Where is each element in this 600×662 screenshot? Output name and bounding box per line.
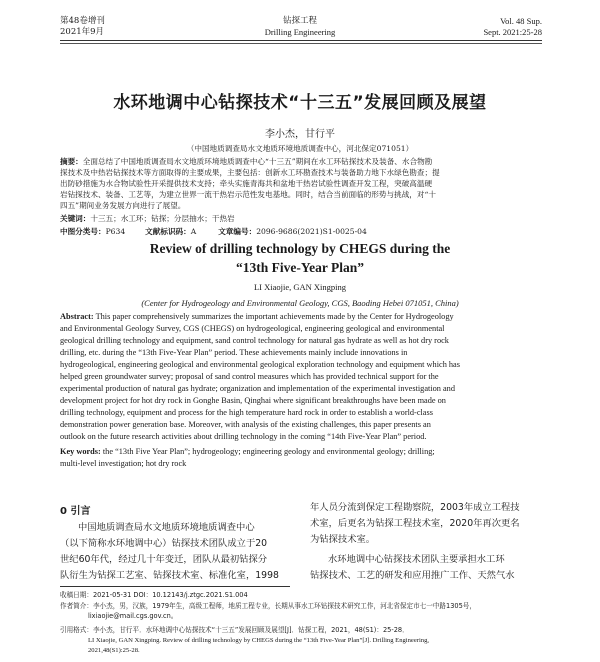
abstract-en-line-8: development project for hot dry rock in Gonghe Basin, Qinghai where significant breakthroughs have been made on bbox=[60, 396, 446, 405]
header-journal-cn: 钻探工程 bbox=[282, 16, 317, 26]
body-left-line-1: 中国地质调查局水文地质环境地质调查中心 bbox=[78, 522, 255, 533]
abstract-en-line-5: hydrogeological, engineering geological and environmental geological exploration technology and equipment which has bbox=[60, 360, 460, 369]
keywords-en-line-1: Key words: the “13th Five Year Plan”; hydrogeology; engineering geology and environmental geology; drilling; bbox=[60, 447, 435, 456]
footnote-author-info-2: lixiaojie@mail.cgs.gov.cn。 bbox=[88, 612, 178, 620]
body-right-line-3: 为钻探技术室。 bbox=[310, 534, 376, 545]
authors-cn: 李小杰，甘行平 bbox=[265, 129, 335, 140]
header-date-pages-en: Sept. 2021:25-28 bbox=[483, 27, 542, 37]
classification-cn: 中图分类号：P634 文献标识码：A 文章编号：2096-9686(2021)S1-0025-04 bbox=[60, 227, 367, 236]
header-rule-thin bbox=[60, 43, 542, 44]
footnote-received: 收稿日期：2021-05-31 DOI：10.12143/j.ztgc.2021.S1.004 bbox=[60, 591, 248, 599]
abstract-en-line-10: demonstration power generation base. Moreover, with analysis of the existing challenges, this paper presents an bbox=[60, 420, 431, 429]
affiliation-cn: （中国地质调查局水文地质环境地质调查中心，河北保定071051） bbox=[186, 144, 414, 153]
title-en-line-1: Review of drilling technology by CHEGS during the bbox=[149, 241, 451, 256]
abstract-en-label: Abstract: bbox=[60, 312, 94, 321]
abstract-en-line-2: and Environmental Geology Survey, CGS (CHEGS) on hydrogeological, engineering geological and environmental bbox=[60, 324, 445, 333]
abstract-cn-label: 摘要： bbox=[60, 157, 83, 166]
body-left-line-4: 队衍生为钻探工艺室、钻探技术室、标准化室，1998 bbox=[60, 570, 279, 581]
title-en-line-2: “13th Five-Year Plan” bbox=[236, 260, 364, 275]
footnote-author-info-1: 作者简介：李小杰，男，汉族，1979年生，高级工程师，地质工程专业，长期从事水工环钻探技术研究工作，河北省保定市七一中路1305号， bbox=[60, 602, 476, 610]
body-right-line-1: 年人员分流到保定工程勘察院，2003年成立工程技 bbox=[310, 502, 520, 513]
abstract-en-line-9: drilling technology, equipment and process for the high temperature hard rock in order to establish a world-class bbox=[60, 408, 433, 417]
keywords-cn-label: 关键词： bbox=[60, 214, 91, 223]
header-volume-cn: 第48卷增刊 bbox=[60, 16, 105, 26]
keywords-en-label: Key words: bbox=[60, 447, 101, 456]
body-right-line-2: 术室，后更名为钻探工程技术室，2020年再次更名 bbox=[310, 518, 520, 529]
footnote-citation-cn: 引用格式：李小杰，甘行平．水环地调中心钻探技术“十三五”发展回顾及展望[J]．钻探工程，2021，48(S1)：25-28． bbox=[60, 626, 409, 634]
abstract-en-line-6: helped green groundwater survey; proposal of sand control measures which has provided technical support for the bbox=[60, 372, 439, 381]
abstract-cn-line-3: 出防砂措施为水合物试验性开采提供技术支持；牵头实施青海共和盆地干热岩试验性调查开发工程，突破高温硬 bbox=[60, 179, 433, 188]
keywords-en-line-2: multi-level investigation; hot dry rock bbox=[60, 459, 187, 468]
title-cn: 水环地调中心钻探技术“十三五”发展回顾及展望 bbox=[113, 93, 487, 113]
header-journal-en: Drilling Engineering bbox=[264, 27, 336, 37]
body-left-line-3: 世纪60年代，经过几十年变迁，团队从最初钻探分 bbox=[60, 554, 268, 565]
abstract-cn-line-4: 岩钻探技术、装备、工艺等，为建立世界一流干热岩示范性发电基地。同时，结合当前面临的形势与挑战，对“十 bbox=[60, 190, 436, 199]
abstract-cn-line-2: 探技术及中热岩钻探技术等方面取得的主要成果，主要包括：创新水工环勘查技术与装备助力地下水绿色勘查；提 bbox=[60, 168, 440, 177]
abstract-cn-line-1: 摘要：全面总结了中国地质调查局水文地质环境地质调查中心“十三五”期间在水工环钻探技术及装备、水合物勘 bbox=[60, 157, 433, 166]
footnote-citation-en-1: LI Xiaojie, GAN Xingping. Review of drilling technology by CHEGS during the “13th Five-Year Plan”[J]. Drilling Engineering, bbox=[88, 637, 430, 644]
affiliation-en: (Center for Hydrogeology and Environmental Geology, CGS, Baoding Hebei 071051, China) bbox=[141, 298, 459, 308]
keywords-cn-text: 十三五；水工环；钻探；分层抽水；干热岩 bbox=[90, 214, 235, 223]
abstract-en-line-1: Abstract: This paper comprehensively summarizes the important achievements made by the Center for Hydrogeology bbox=[60, 312, 454, 321]
body-right-line-5: 钻探技术、工艺的研发和应用推广工作、天然气水 bbox=[310, 570, 515, 581]
abstract-en-line-7: experimental production of natural gas hydrate; organization and implementation of the experimental investigation and bbox=[60, 384, 455, 393]
authors-en: LI Xiaojie, GAN Xingping bbox=[253, 282, 347, 292]
keywords-cn bbox=[60, 213, 544, 224]
header-rule bbox=[60, 40, 542, 41]
abstract-cn-line-5: 四五”期间业务发展方向进行了展望。 bbox=[60, 201, 186, 210]
header-date-cn: 2021年9月 bbox=[60, 27, 105, 37]
abstract-en-line-3: geological drilling technology and equipment, sand control technology for natural gas hydrate as well as hot dry rock bbox=[60, 336, 449, 345]
body-left-line-2: （以下简称水环地调中心）钻探技术团队成立于20 bbox=[60, 538, 268, 549]
body-right-line-4: 水环地调中心钻探技术团队主要承担水工环 bbox=[328, 554, 505, 565]
abstract-en-line-11: outlook on the future research activities about drilling technology in the coming “14th Five-Year Plan” period. bbox=[60, 432, 427, 441]
section-heading-introduction: 0 引言 bbox=[60, 506, 91, 517]
abstract-en-line-4: drilling, etc. during the “13th Five-Year Plan” period. These achievements mainly include innovations in bbox=[60, 348, 408, 357]
header-volume-en: Vol. 48 Sup. bbox=[500, 16, 542, 26]
footnote-citation-en-2: 2021,48(S1):25-28. bbox=[88, 647, 140, 654]
footnote-rule bbox=[60, 586, 290, 587]
